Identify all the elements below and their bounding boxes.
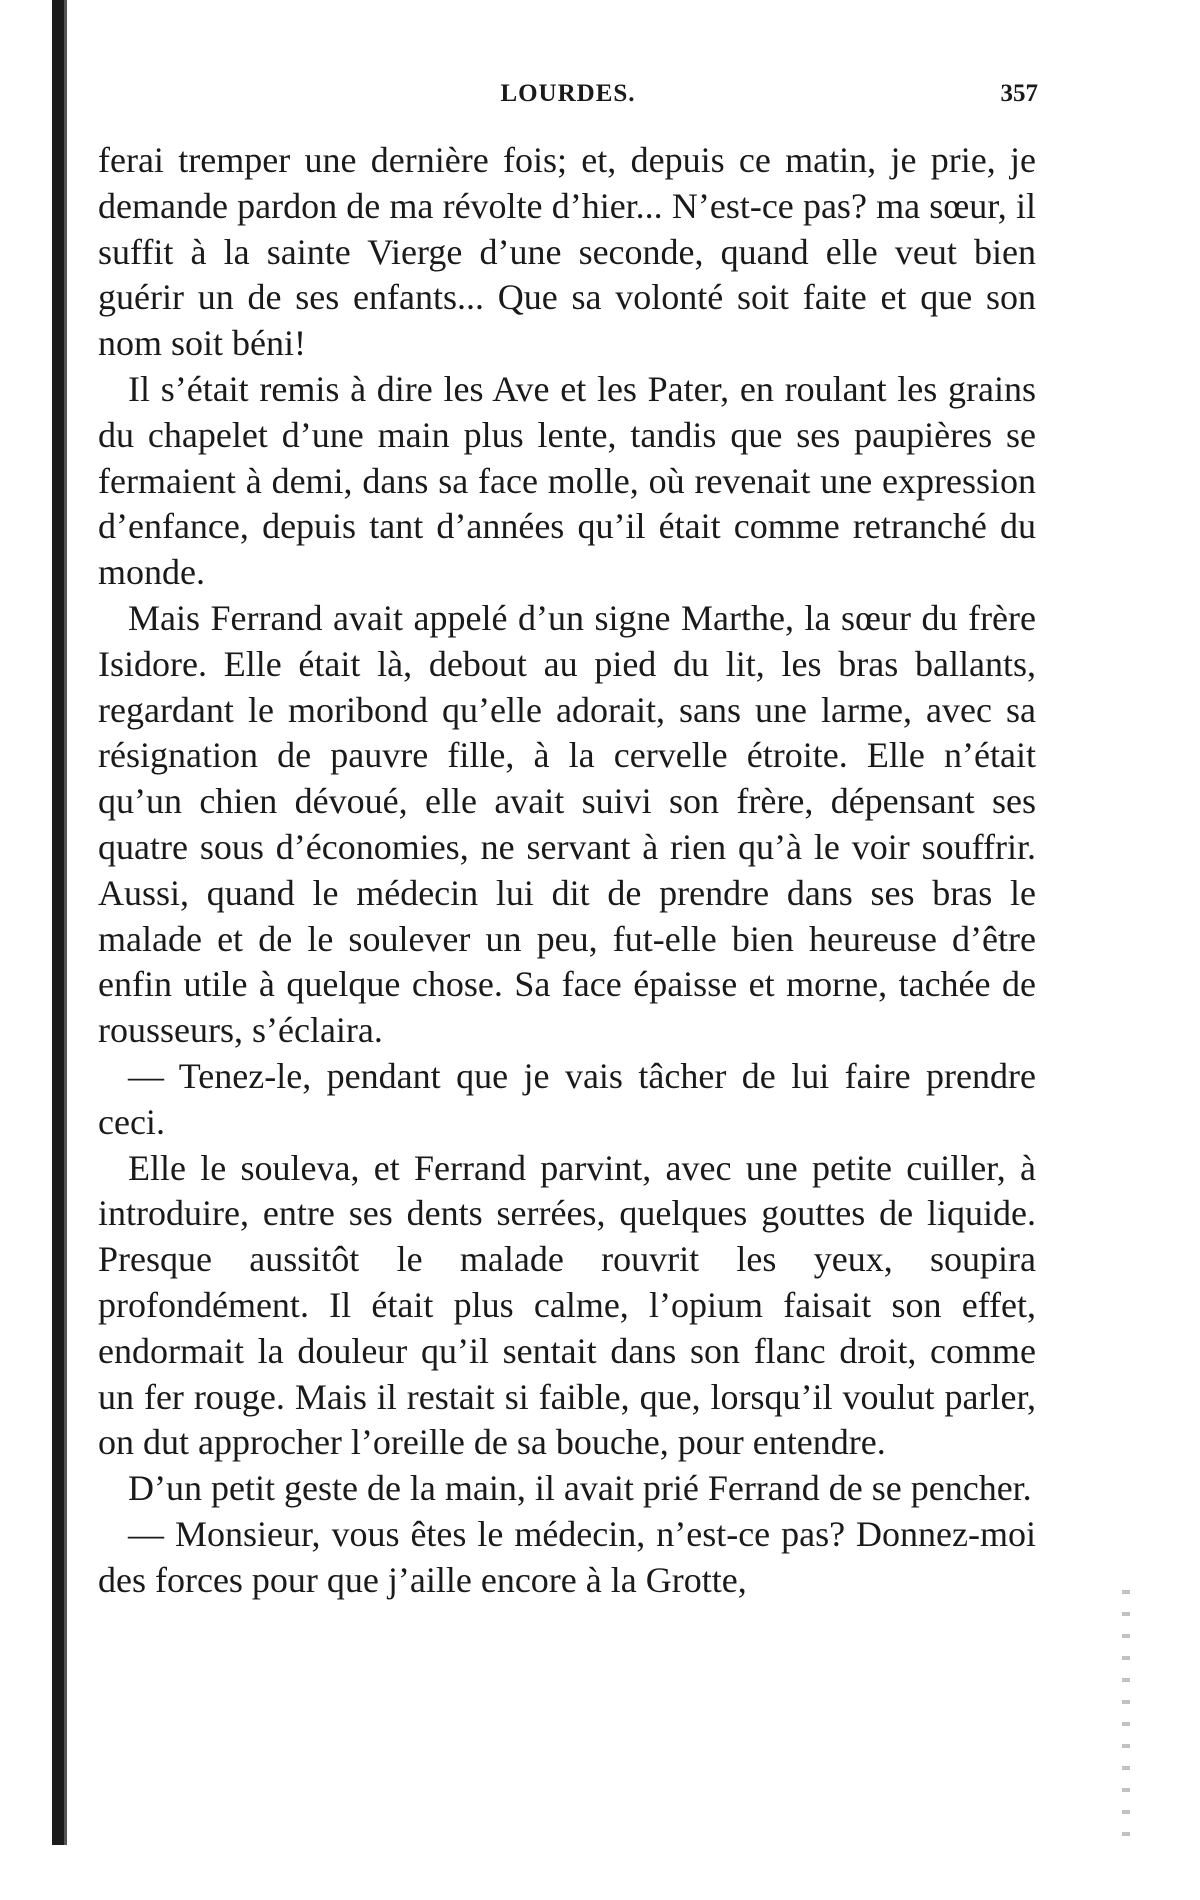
binding-edge-shadow [64, 0, 67, 1845]
paragraph: Il s’était remis à dire les Ave et les Pater, en roulant les grains du chapelet d’une main plus lente, tandis que ses paupières se fermaient à demi, dans sa face molle, où revenait une expression d’enfance, depuis tant d’années qu’il était comme retranché du monde. [98, 368, 1036, 593]
paragraph: Mais Ferrand avait appelé d’un signe Marthe, la sœur du frère Isidore. Elle était là, debout au pied du lit, les bras ballants, regardant le moribond qu’elle adorait, sans une larme, avec sa résignation de pauvre fille, à la cervelle étroite. Elle n’était qu’un chien dévoué, elle avait suivi son frère, dépensant ses quatre sous d’économies, ne servant à rien qu’à le voir souffrir. Aussi, quand le médecin lui dit de prendre dans ses bras le malade et de le soulever un peu, fut-elle bien heureuse d’être enfin utile à quelque chose. Sa face épaisse et morne, tachée de rousseurs, s’éclaira. [98, 597, 1036, 1051]
paragraph: D’un petit geste de la main, il avait prié Ferrand de se pencher. [128, 1468, 1032, 1509]
paragraph: Elle le souleva, et Ferrand parvint, avec une petite cuiller, à introduire, entre ses dents serrées, quelques gouttes de liquide. Presque aussitôt le malade rouvrit les yeux, soupira profondément. Il était plus calme, l’opium faisait son effet, endormait la douleur qu’il sentait dans son flanc droit, comme un fer rouge. Mais il restait si faible, que, lorsqu’il voulut parler, on dut approcher l’oreille de sa bouche, pour entendre. [98, 1147, 1036, 1463]
page-number: 357 [1000, 80, 1038, 107]
margin-marks [1122, 1590, 1130, 1850]
dialogue-paragraph: — Monsieur, vous êtes le médecin, n’est-ce pas? Donnez-moi des forces pour que j’aille encore à la Grotte, [98, 1513, 1036, 1600]
paragraph-continuation: ferai tremper une dernière fois; et, depuis ce matin, je prie, je demande pardon de ma révolte d’hier... N’est-ce pas? ma sœur, il suffit à la sainte Vierge d’une seconde, quand elle veut bien guérir un de ses enfants... Que sa volonté soit faite et que son nom soit béni! [98, 140, 1036, 364]
dialogue-paragraph: — Tenez-le, pendant que je vais tâcher de lui faire prendre ceci. [98, 1055, 1036, 1142]
binding-edge [52, 0, 64, 1845]
running-title: LOURDES. [500, 80, 636, 107]
page-header [98, 80, 1038, 120]
body-text [98, 138, 1036, 1604]
